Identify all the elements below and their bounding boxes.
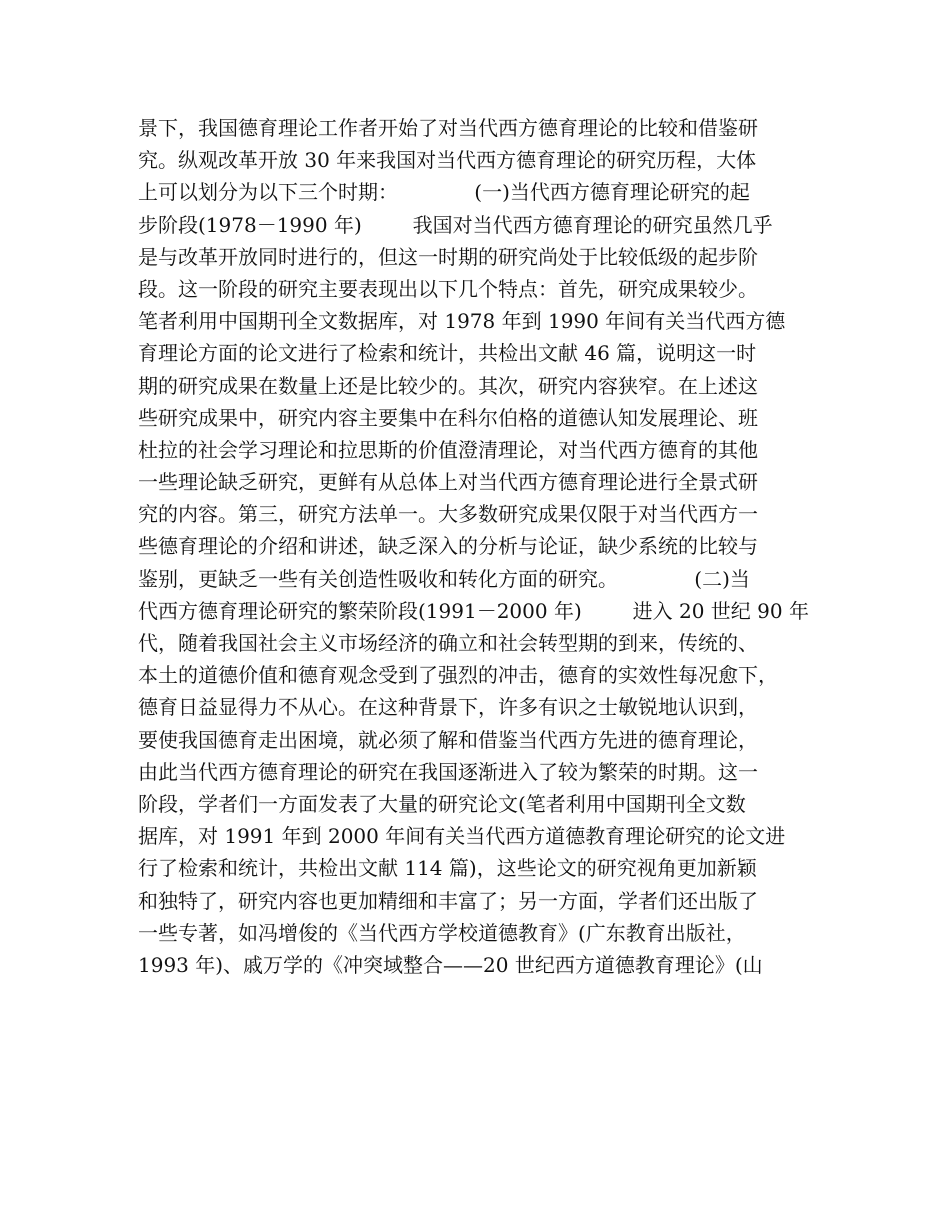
- text-line: 据库，对 1991 年到 2000 年间有关当代西方道德教育理论研究的论文进: [138, 824, 786, 849]
- text-line: 行了检索和统计，共检出文献 114 篇)，这些论文的研究视角更加新颖: [138, 856, 757, 881]
- text-line: 杜拉的社会学习理论和拉思斯的价值澄清理论，对当代西方德育的其他: [138, 437, 758, 462]
- text-line: 要使我国德育走出困境，就必须了解和借鉴当代西方先进的德育理论，: [138, 727, 758, 752]
- body-text: [138, 112, 818, 981]
- text-line: 代西方德育理论研究的繁荣阶段(1991－2000 年) 进入 20 世纪 90 年: [138, 598, 809, 623]
- text-line: 究的内容。第三，研究方法单一。大多数研究成果仅限于对当代西方一: [138, 502, 758, 527]
- text-line: 和独特了，研究内容也更加精细和丰富了；另一方面，学者们还出版了: [138, 888, 758, 913]
- text-line: 段。这一阶段的研究主要表现出以下几个特点：首先，研究成果较少。: [138, 276, 758, 301]
- text-line: 步阶段(1978－1990 年) 我国对当代西方德育理论的研究虽然几乎: [138, 212, 773, 237]
- text-line: 景下，我国德育理论工作者开始了对当代西方德育理论的比较和借鉴研: [138, 116, 758, 140]
- text-line: 鉴别，更缺乏一些有关创造性吸收和转化方面的研究。 (二)当: [138, 566, 750, 591]
- text-line: 一些理论缺乏研究，更鲜有从总体上对当代西方德育理论进行全景式研: [138, 470, 758, 495]
- text-line: 是与改革开放同时进行的，但这一时期的研究尚处于比较低级的起步阶: [138, 244, 758, 269]
- text-line: 由此当代西方德育理论的研究在我国逐渐进入了较为繁荣的时期。这一: [138, 759, 758, 784]
- text-line: 阶段，学者们一方面发表了大量的研究论文(笔者利用中国期刊全文数: [138, 791, 746, 816]
- text-line: 一些专著，如冯增俊的《当代西方学校道德教育》(广东教育出版社，: [138, 920, 746, 945]
- text-line: 上可以划分为以下三个时期： (一)当代西方德育理论研究的起: [138, 180, 750, 205]
- text-line: 德育日益显得力不从心。在这种背景下，许多有识之士敏锐地认识到，: [138, 695, 758, 720]
- text-line: 些德育理论的介绍和讲述，缺乏深入的分析与论证，缺少系统的比较与: [138, 534, 758, 559]
- text-line: 代，随着我国社会主义市场经济的确立和社会转型期的到来，传统的、: [138, 631, 758, 655]
- text-line: 育理论方面的论文进行了检索和统计，共检出文献 46 篇，说明这一时: [138, 341, 757, 366]
- text-line: 期的研究成果在数量上还是比较少的。其次，研究内容狭窄。在上述这: [138, 373, 758, 398]
- text-line: 笔者利用中国期刊全文数据库，对 1978 年到 1990 年间有关当代西方德: [138, 309, 786, 334]
- text-line: 1993 年)、戚万学的《冲突域整合——20 世纪西方道德教育理论》(山: [138, 952, 763, 977]
- text-line: 些研究成果中，研究内容主要集中在科尔伯格的道德认知发展理论、班: [138, 405, 758, 430]
- text-line: 究。纵观改革开放 30 年来我国对当代西方德育理论的研究历程，大体: [138, 148, 757, 173]
- text-line: 本土的道德价值和德育观念受到了强烈的冲击，德育的实效性每况愈下，: [138, 663, 778, 688]
